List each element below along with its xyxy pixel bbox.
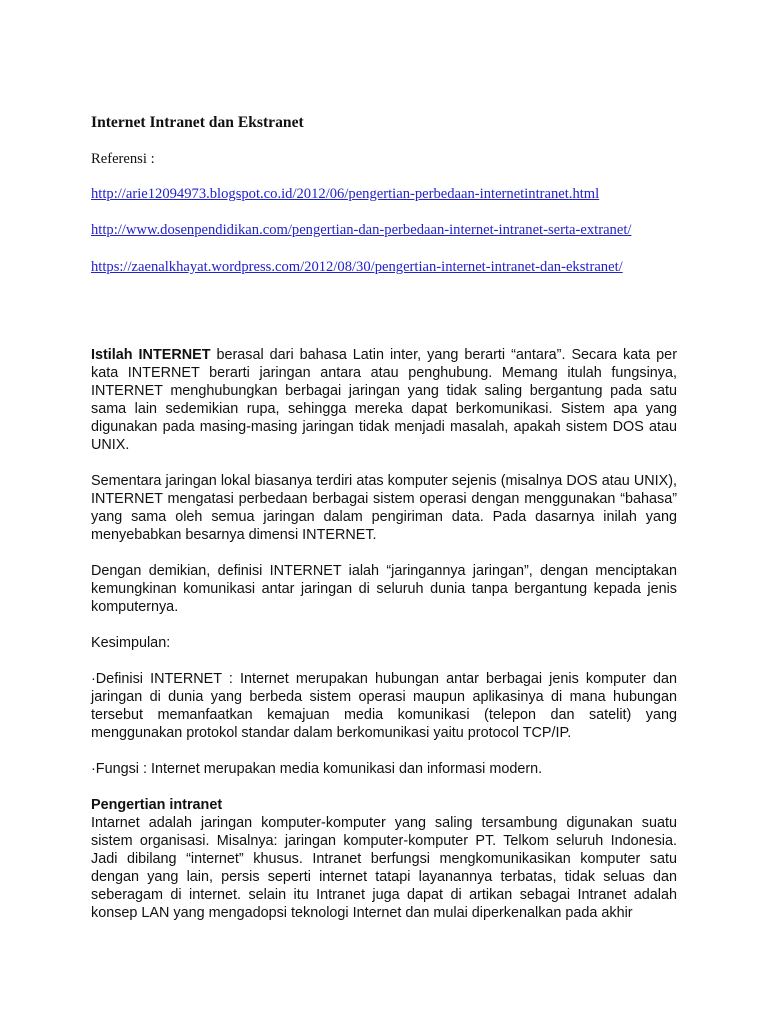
internet-function: ·Fungsi : Internet merupakan media komunikasi dan informasi modern. <box>91 761 543 777</box>
document-body <box>91 346 677 922</box>
intranet-paragraph: Intarnet adalah jaringan komputer-komputer yang saling tersambung digunakan suatu sistem organisasi. Misalnya: jaringan komputer-komputer PT. Telkom seluruh Indonesia. Jadi dibilang “internet” khusus. Intranet berfungsi mengkomunikasikan komputer satu dengan yang lain, persis seperti internet tatapi layanannya terbatas, tidak seluas dan seberagam di internet. selain itu Intranet juga dapat di artikan sebagai Intranet adalah konsep LAN yang mengadopsi teknologi Internet dan mulai diperkenalkan pada akhir <box>91 815 677 921</box>
reference-link-1[interactable]: http://arie12094973.blogspot.co.id/2012/06/pengertian-perbedaan-internetintranet.html <box>91 186 600 202</box>
paragraph-lead: Istilah INTERNET <box>91 347 211 363</box>
paragraph-local-network: Sementara jaringan lokal biasanya terdiri atas komputer sejenis (misalnya DOS atau UNIX), INTERNET mengatasi perbedaan berbagai sistem operasi dengan menggunakan “bahasa” yang sama oleh semua jaringan dalam pengiriman data. Pada dasarnya inilah yang menyebabkan besarnya dimensi INTERNET. <box>91 473 677 543</box>
conclusion-label: Kesimpulan: <box>91 635 171 651</box>
reference-label: Referensi : <box>91 151 155 167</box>
paragraph-internet-term <box>91 346 677 454</box>
reference-link-3[interactable]: https://zaenalkhayat.wordpress.com/2012/08/30/pengertian-internet-intranet-dan-ekstranet/ <box>91 259 623 275</box>
reference-link-2[interactable]: http://www.dosenpendidikan.com/pengertian-dan-perbedaan-internet-intranet-serta-extranet/ <box>91 222 632 238</box>
internet-definition: ·Definisi INTERNET : Internet merupakan hubungan antar berbagai jenis komputer dan jaringan di dunia yang berbeda sistem operasi maupun aplikasinya di mana hubungan tersebut memanfaatkan kemajuan media komunikasi (telepon dan satelit) yang menggunakan protokol standar dalam berkomunikasi yaitu protocol TCP/IP. <box>91 671 677 741</box>
document-title: Internet Intranet dan Ekstranet <box>91 114 304 131</box>
intranet-heading: Pengertian intranet <box>91 797 223 813</box>
paragraph-definition-network: Dengan demikian, definisi INTERNET ialah “jaringannya jaringan”, dengan menciptakan kemungkinan komunikasi antar jaringan di seluruh dunia tanpa bergantung kepada jenis komputernya. <box>91 563 677 615</box>
paragraph-rest: berasal dari bahasa Latin inter, yang berarti “antara”. Secara kata per kata INTERNET berarti jaringan antara atau penghubung. Memang itulah fungsinya, INTERNET menghubungkan berbagai jaringan yang tidak saling bergantung pada satu sama lain sedemikian rupa, sehingga mereka dapat berkomunikasi. Sistem apa yang digunakan pada masing-masing jaringan tidak menjadi masalah, apakah sistem DOS atau UNIX. <box>91 347 677 453</box>
